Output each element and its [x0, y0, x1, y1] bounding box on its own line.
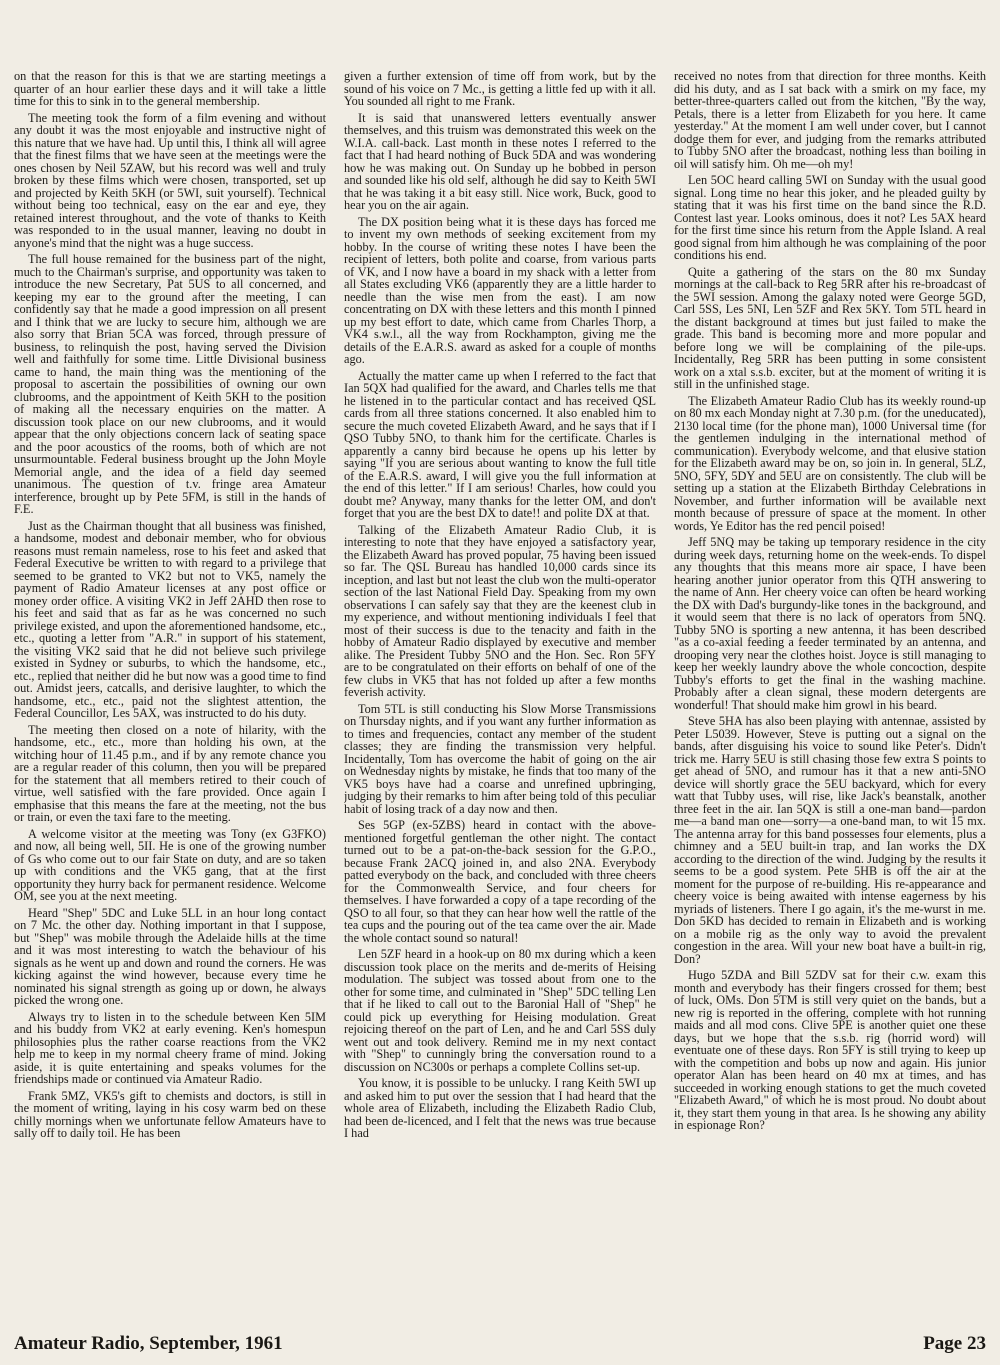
footer-page-number: Page 23 — [923, 1333, 986, 1354]
paragraph: A welcome visitor at the meeting was Tony (ex G3FKO) and now, all being well, 5II. He is one of the growing number of Gs who come out to our fair State on duty, and are so taken up with conditions and the VK5 gang, that at the first opportunity they hurry back for permanent residence. Welcome OM, see you at the next meeting. — [14, 826, 326, 903]
paragraph: Tom 5TL is still conducting his Slow Morse Transmissions on Thursday nights, and if you want any further information as to times and frequencies, contact any member of the student classes; they are finding the transmission very helpful. Incidentally, Tom has overcome the habit of going on the air on Wednesday nights by mistake, he finds that too many of the VK5 boys have had a coarse and unrefined upbringing, judging by their remarks to him after being told of this peculiar habit of losing track of a day now and then. — [344, 701, 656, 816]
paragraph: Steve 5HA has also been playing with antennae, assisted by Peter L5039. However, Steve is putting out a signal on the bands, after disguising his voice to sound like Peter's. Didn't trick me. Harry 5EU is still chasing those few extra S points to get ahead of 5NO, and rumour has it that a new anti-5NO device will shortly grace the 5EU backyard, which for every watt that Tubby uses, will rise, like Jack's beanstalk, another three feet in the air. Ian 5QX is still a one-man band—pardon me—a band man one—sorry—a one-band man, to wit 15 mx. The antenna array for this band possesses four elements, plus a chimney and a 5EU built-in trap, and Ian works the DX according to the direction of the wind. Judging by the results it seems to be a good system. Pete 5HB is off the air at the moment for the purpose of re-building. His re-appearance and cheery voice is being awaited with intense eagerness by his myriads of listeners. There I go again, it's the me-wurst in me. Don 5KD has decided to remain in Elizabeth and is working on a mobile rig as the only way to avoid the prevalent congestion in the area. Will your new boat have a built-in rig, Don? — [674, 714, 986, 966]
paragraph: Len 5ZF heard in a hook-up on 80 mx during which a keen discussion took place on the merits and de-merits of Heising modulation. The subject was tossed about from one to the other for some time, and culminated in "Shep" 5DC telling Len that if he liked to call out to the Baronial Hall of "Shep" he could pick up everything for Heising modulation. Great rejoicing thereof on the part of Len, and he and Carl 5SS duly went out and took delivery. Remind me in my next contact with "Shep" to cunningly bring the conversation round to a discussion on NC300s or perhaps a complete Collins set-up. — [344, 947, 656, 1074]
paragraph: You know, it is possible to be unlucky. I rang Keith 5WI up and asked him to put over the session that I had heard that the whole area of Elizabeth, including the Elizabeth Radio Club, had been de-licenced, and I felt that the news was true because I had — [344, 1076, 656, 1140]
paragraph: given a further extension of time off from work, but by the sound of his voice on 7 Mc., is getting a little fed up with it all. You sounded all right to me Frank. — [344, 70, 656, 108]
footer-publication: Amateur Radio, September, 1961 — [14, 1333, 283, 1354]
paragraph: Jeff 5NQ may be taking up temporary residence in the city during week days, returning home on the week-ends. To dispel any thoughts that this means more air space, I have been hearing another junior operator from this QTH answering to the name of Ann. Her cheery voice can often be heard working the DX with Dad's burgundy-like tones in the background, and it would seem that there is no lack of operators from 5NQ. Tubby 5NO is sporting a new antenna, it has been described "as a co-axial feeding a feeder terminated by an antenna, and drooping very near the clothes hoist. Joyce is still managing to keep her weekly laundry above the whole concoction, despite Tubby's efforts to get the final in the washing machine. Probably after a clean signal, these modern detergents are wonderful! That should make him growl in his beard. — [674, 535, 986, 712]
paragraph: Always try to listen in to the schedule between Ken 5IM and his buddy from VK2 at early evening. Ken's homespun philosophies plus the rather coarse reactions from the VK2 help me to keep in my normal cheery frame of mind. Joking aside, it is quite entertaining and speaks volumes for the friendships made or continued via Amateur Radio. — [14, 1009, 326, 1086]
column-left — [14, 70, 326, 1325]
paragraph: The full house remained for the business part of the night, much to the Chairman's surprise, and opportunity was taken to introduce the new Secretary, Pat 5US to all concerned, and keeping my ear to the ground after the meeting, I can confidently say that he made a good impression on all present and I think that we are lucky to secure him, although we are also sorry that Brian 5CA was forced, through pressure of business, to relinquish the post, having served the Division well and faithfully for some time. Little Divisional business came to hand, the main thing was the mentioning of the proposal to ascertain the possibilities of owning our own clubrooms, and the appointment of Keith 5KH to the position of making all the necessary enquiries on the matter. A discussion took place on our new clubrooms, and it would appear that the only objections concern lack of seating space and the poor acoustics of the rooms, both of which are not unsurmountable. Federal business brought up the John Moyle Memorial angle, and the idea of a field day seemed unanimous. The question of t.v. fringe area Amateur interference, brought up by Pete 5FM, is still in the hands of F.E. — [14, 252, 326, 516]
paragraph: received no notes from that direction for three months. Keith did his duty, and as I sat back with a smirk on my face, my better-three-quarters called out from the kitchen, "By the way, Petals, there is a letter from Elizabeth for you here. It came yesterday." At the moment I am well under cover, but I cannot dodge them for ever, and judging from the remarks attributed to Tubby 5NO after the broadcast, nothing less than boiling in oil will satisfy him. Oh me—oh my! — [674, 70, 986, 171]
paragraph: Heard "Shep" 5DC and Luke 5LL in an hour long contact on 7 Mc. the other day. Nothing important in that I suppose, but "Shep" was mobile through the Adelaide hills at the time and it was most interesting to watch the behaviour of his signals as he went up and down and round the corners. He was kicking against the wind however, because every time he nominated his signal strength as going up or down, he always picked the wrong one. — [14, 905, 326, 1007]
paragraph: Quite a gathering of the stars on the 80 mx Sunday mornings at the call-back to Reg 5RR after his re-broadcast of the 5WI session. Among the galaxy noted were George 5GD, Carl 5SS, Les 5NI, Len 5ZF and Rex 5KY. Tom 5TL heard in the distant background at times but just failed to make the grade. This band is becoming more and more popular and before long we will be complaining of the pile-ups. Incidentally, Reg 5RR has been putting in some consistent work on a xtal s.s.b. exciter, but at the moment of writing it is still in the unfinished stage. — [674, 264, 986, 391]
article-columns — [14, 70, 986, 1325]
paragraph: Just as the Chairman thought that all business was finished, a handsome, modest and debonair member, who for obvious reasons must remain nameless, rose to his feet and asked that Federal Executive be written to with regard to a privilege that seemed to be granted to VK2 but not to VK5, namely the payment of Radio Amateur licenses at any post office or money order office. A visiting VK2 in Jeff 2AHD then rose to his feet and said that as far as he was concerned no such privilege existed, and upon the aforementioned handsome, etc., etc., quoting a letter from "A.R." in support of his statement, the visiting VK2 said that he did not believe such privilege existed in Sydney or suburbs, to which the handsome, etc., etc., replied that neither did he but now was a good time to find out. Amidst jeers, catcalls, and derisive laughter, to which the handsome, etc., etc., paid not the slightest attention, the Federal Councillor, Les 5AX, was instructed to do his duty. — [14, 518, 326, 720]
paragraph: Actually the matter came up when I referred to the fact that Ian 5QX had qualified for the award, and Charles tells me that he listened in to the particular contact and has received QSL cards from all three stations concerned. It also enabled him to secure the much coveted Elizabeth Award, and he says that if I QSO Tubby 5NO, to thank him for the certificate. Charles is apparently a canny bird because he opens up his letter by saying "If you are serious about wanting to know the full title of the E.A.R.S. award, I will give you the full information at the end of this letter." If I am serious! Charles, how could you doubt me? Anyway, many thanks for the letter OM, and don't forget that you are the best DX to date!! and polite DX at that. — [344, 368, 656, 520]
paragraph: The meeting then closed on a note of hilarity, with the handsome, etc., etc., more than holding his own, at the witching hour of 11.45 p.m., and if by any remote chance you are a regular reader of this column, then you will be prepared for the statement that all members retired to their couch of virtue, well satisfied with the fare provided. Once again I emphasise that this means the fare at the meeting, not the bus or train, or even the taxi fare to the meeting. — [14, 722, 326, 824]
paragraph: Ses 5GP (ex-5ZBS) heard in contact with the above-mentioned forgetful gentleman the other night. The contact turned out to be a pat-on-the-back session for the G.P.O., because Frank 2ACQ joined in, and also 2NA. Everybody patted everybody on the back, and concluded with three cheers for the Commonwealth Service, and four cheers for themselves. I have forwarded a copy of a tape recording of the QSO to all four, so that they can hear how well the rattle of the tea cups and the pouring out of the tea came over the air. Made the whole contact sound so natural! — [344, 818, 656, 945]
paragraph: The meeting took the form of a film evening and without any doubt it was the most enjoyable and instructive night of this nature that we have had. Up until this, I think all will agree that the finest films that we have seen at the meetings were the ones chosen by Neil 5ZAW, but his record was well and truly broken by these films which were chosen, transported, set up and projected by Keith 5KH (or 5WI, suit yourself). Technical without being too technical, easy on the ear and eye, they retained interest throughout, and the vote of thanks to Keith was responded to in the usual manner, leaving no doubt in anyone's mind that the night was a huge success. — [14, 110, 326, 250]
paragraph: Hugo 5ZDA and Bill 5ZDV sat for their c.w. exam this month and everybody has their fingers crossed for them; best of luck, OMs. Don 5TM is still very quiet on the bands, but a new rig is reported in the offering, complete with hot running maids and all mod cons. Clive 5PE is another quiet one these days, but we hope that the s.s.b. rig (horrid word) will eventuate one of these days. Ron 5FY is still trying to keep up with the competition and bobs up now and again. His junior operator Alan has been heard on 40 mx at times, and has succeeded in working enough stations to get the much coveted "Elizabeth Award," of which he is most proud. No doubt about it, they start them young in that area. Is he showing any ability in espionage Ron? — [674, 968, 986, 1132]
page-footer — [14, 1333, 986, 1359]
paragraph: Frank 5MZ, VK5's gift to chemists and doctors, is still in the moment of writing, laying in his cosy warm bed on these chilly mornings when we unfortunate fellow Amateurs have to sally off to daily toil. He has been — [14, 1088, 326, 1140]
paragraph: Talking of the Elizabeth Amateur Radio Club, it is interesting to note that they have enjoyed a satisfactory year, the Elizabeth Award has proved popular, 75 having been issued so far. The QSL Bureau has handled 10,000 cards since its inception, and last but not least the club won the multi-operator section of the last National Field Day. Speaking from my own observations I can safely say that they are the keenest club in my experience, and without mentioning individuals I feel that most of their success is due to the tenacity and faith in the hobby of Amateur Radio displayed by executive and member alike. The President Tubby 5NO and the Hon. Sec. Ron 5FY are to be congratulated on their efforts on behalf of one of the few clubs in VK5 that has not folded up after a few months feverish activity. — [344, 522, 656, 699]
column-right — [674, 70, 986, 1325]
paragraph: It is said that unanswered letters eventually answer themselves, and this truism was demonstrated this week on the W.I.A. call-back. Last month in these notes I referred to the fact that I had heard nothing of Buck 5DA and was wondering how he was making out. On Sunday up he bobbed in person and sounded like his old self, although he did say to Keith 5WI that he was taking it a bit easy still. Nice work, Buck, good to hear you on the air again. — [344, 110, 656, 212]
paragraph: The Elizabeth Amateur Radio Club has its weekly round-up on 80 mx each Monday night at 7.30 p.m. (for the uneducated), 2130 local time (for the phone man), 1000 Universal time (for the gentlemen indulging in the international method of communication). Everybody welcome, and that elusive station for the Elizabeth award may be on, so join in. In general, 5LZ, 5NO, 5FY, 5DY and 5EU are on consistently. The club will be setting up a station at the Elizabeth Birthday Celebrations in November, and further information will be available next month because of pressure of space at the moment. In other words, Ye Editor has the red pencil poised! — [674, 393, 986, 533]
column-middle — [344, 70, 656, 1325]
paragraph: on that the reason for this is that we are starting meetings a quarter of an hour earlier these days and it will take a little time for this to sink in to the general membership. — [14, 70, 326, 108]
paragraph: The DX position being what it is these days has forced me to invent my own methods of seeking excitement from my hobby. In the course of writing these notes I have been the recipient of letters, both polite and coarse, from various parts of VK, and I now have a board in my shack with a letter from all States excluding VK6 (apparently they are a little harder to needle than the wise men from the east). I am now concentrating on DX with these letters and this month I pinned up my best effort to date, which came from Charles Thorp, a VK4 s.w.l., all the way from Rockhampton, giving me the details of the E.A.R.S. award as asked for a couple of months ago. — [344, 214, 656, 366]
paragraph: Len 5OC heard calling 5WI on Sunday with the usual good signal. Long time no hear this joker, and he pleaded guilty by stating that it was his first time on the band since the R.D. Contest last year. Looks ominous, does it not? Les 5AX heard for the first time since his return from the Apple Island. A real good signal from him although he was complaining of the poor conditions his end. — [674, 173, 986, 262]
